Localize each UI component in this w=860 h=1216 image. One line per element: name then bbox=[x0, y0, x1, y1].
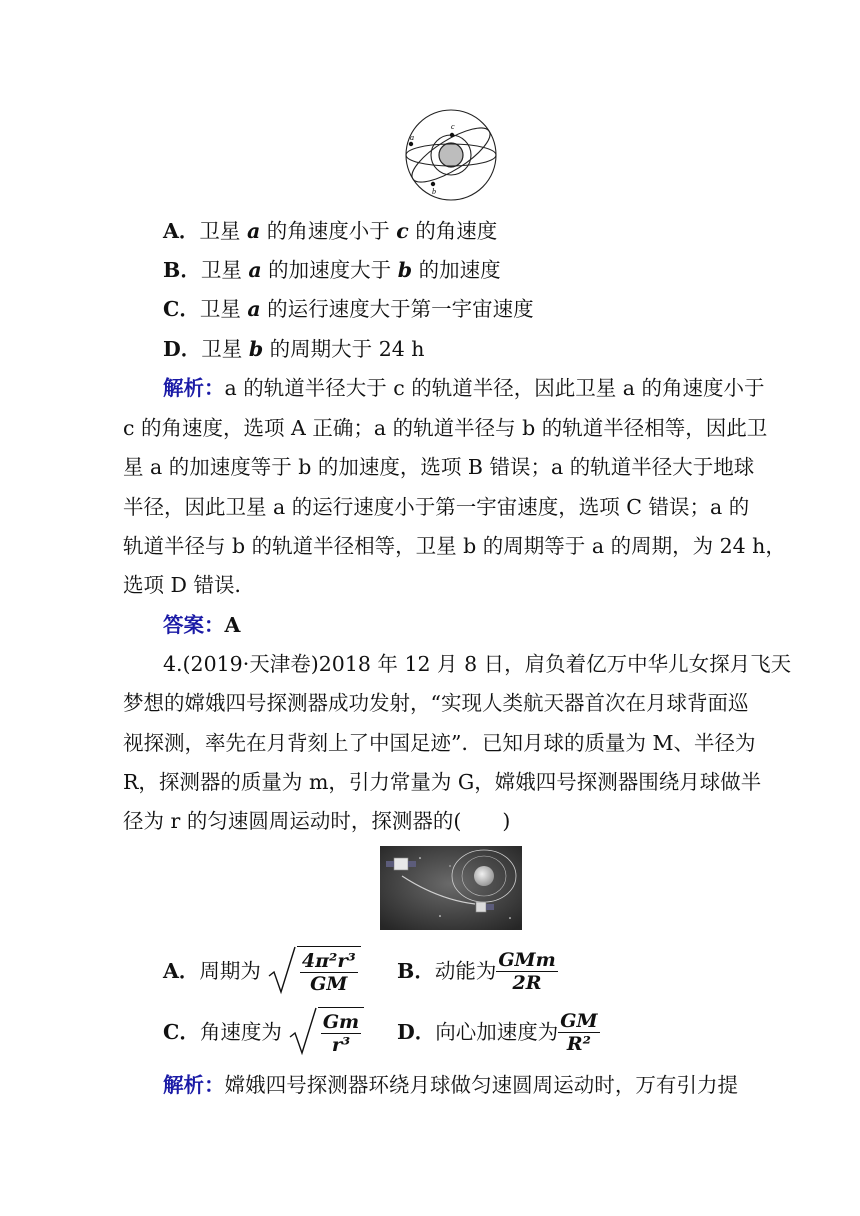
q3-analysis-line-5: 轨道半径与 b 的轨道半径相等，卫星 b 的周期等于 a 的周期，为 24 h， bbox=[123, 534, 786, 558]
q4-option-d: D． 向心加速度为 $\frac{GM}{\text{R²}}$ bbox=[397, 1009, 598, 1055]
label-b: b bbox=[432, 187, 436, 196]
sqrt-sign: $\frac{Gm}{\text{r³}}$ bbox=[288, 1007, 364, 1057]
satellite-b bbox=[431, 182, 435, 186]
q3-option-d: D．卫星 b 的周期大于 24 h bbox=[163, 337, 425, 361]
satellite-a bbox=[409, 142, 413, 146]
label-c: c bbox=[451, 122, 455, 131]
q4-stem-line-5: 径为 r 的匀速圆周运动时，探测器的( ) bbox=[123, 809, 511, 833]
q4-option-a: A． 周期为 $\frac{\text{4π²r³}}{GM}$ bbox=[163, 945, 361, 997]
earth bbox=[439, 143, 463, 167]
q4-stem-line-4: R，探测器的质量为 m，引力常量为 G，嫦娥四号探测器围绕月球做半 bbox=[123, 770, 762, 794]
q4-analysis-line-1: 解析：嫦娥四号探测器环绕月球做匀速圆周运动时，万有引力提 bbox=[163, 1073, 739, 1097]
sqrt-sign: $\frac{\text{4π²r³}}{GM}$ bbox=[267, 946, 361, 996]
q3-option-b: B．卫星 a 的加速度大于 b 的加速度 bbox=[163, 258, 501, 282]
q4-stem-line-1: 4.(2019·天津卷)2018 年 12 月 8 日，肩负着亿万中华儿女探月飞天 bbox=[163, 652, 792, 676]
analysis-label: 解析： bbox=[163, 376, 225, 400]
satellite-c bbox=[450, 133, 454, 137]
q4-stem-line-2: 梦想的嫦娥四号探测器成功发射，“实现人类航天器首次在月球背面巡 bbox=[123, 691, 749, 715]
label-a: a bbox=[410, 133, 414, 142]
q3-option-a: A．卫星 a 的角速度小于 c 的角速度 bbox=[163, 219, 498, 243]
q4-stem-line-3: 视探测，率先在月背刻上了中国足迹”．已知月球的质量为 M、半径为 bbox=[123, 731, 756, 755]
q3-analysis-line-3: 星 a 的加速度等于 b 的加速度，选项 B 错误；a 的轨道半径大于地球 bbox=[123, 455, 755, 479]
change4-photo bbox=[380, 846, 522, 930]
q3-option-c: C．卫星 a 的运行速度大于第一宇宙速度 bbox=[163, 297, 534, 321]
q4-option-c: C． 角速度为 $\frac{Gm}{\text{r³}}$ bbox=[163, 1006, 364, 1058]
q3-analysis-line-4: 半径，因此卫星 a 的运行速度小于第一宇宙速度，选项 C 错误；a 的 bbox=[123, 495, 750, 519]
orbit-diagram bbox=[397, 108, 507, 204]
moon-icon bbox=[474, 866, 494, 886]
q4-option-b: B． 动能为 $\frac{\text{GMm}}{2R}$ bbox=[397, 948, 556, 994]
q3-analysis-line-6: 选项 D 错误． bbox=[123, 573, 255, 597]
q3-analysis-line-2: c 的角速度，选项 A 正确；a 的轨道半径与 b 的轨道半径相等，因此卫 bbox=[123, 416, 768, 440]
q3-answer: 答案：A bbox=[163, 613, 241, 637]
q3-analysis-line-1: 解析：a 的轨道半径大于 c 的轨道半径，因此卫星 a 的角速度小于 bbox=[163, 376, 765, 400]
